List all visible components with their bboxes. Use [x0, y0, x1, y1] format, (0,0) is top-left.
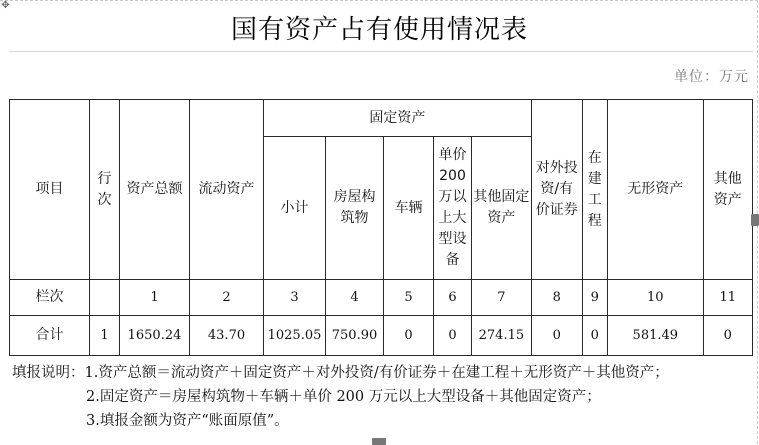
- total-value-cell: 274.15: [472, 316, 532, 356]
- column-number-label: 栏次: [10, 280, 90, 316]
- header-other-assets: 其他资产: [703, 100, 752, 280]
- total-value-cell: 0: [703, 316, 752, 356]
- total-value-cell: 0: [384, 316, 434, 356]
- column-number-cell: 6: [434, 280, 472, 316]
- filling-instructions: [12, 361, 669, 433]
- header-vehicles: 车辆: [384, 137, 434, 280]
- total-value-cell: 0: [434, 316, 472, 356]
- column-number-line-no: [90, 280, 120, 316]
- document-title: 国有资产占有使用情况表: [230, 15, 528, 45]
- column-number-cell: 3: [264, 280, 326, 316]
- header-fixed-assets: 固定资产: [264, 100, 532, 137]
- column-number-cell: 2: [190, 280, 264, 316]
- column-number-row: [10, 280, 753, 316]
- total-value-cell: 0: [531, 316, 582, 356]
- unit-note: 单位：万元: [674, 69, 749, 85]
- header-total-assets: 资产总额: [120, 100, 190, 280]
- header-other-fixed: 其他固定资产: [472, 137, 532, 280]
- column-number-cell: 8: [531, 280, 582, 316]
- asset-table: [9, 99, 753, 356]
- column-number-cell: 1: [120, 280, 190, 316]
- table-move-handle-icon[interactable]: ✥: [1, 0, 10, 11]
- column-number-cell: 10: [607, 280, 703, 316]
- total-value-cell: 750.90: [326, 316, 384, 356]
- instruction-line-1: 填报说明：1.资产总额＝流动资产＋固定资产＋对外投资/有价证券＋在建工程＋无形资产＋其他资产；: [12, 365, 669, 381]
- header-item: 项目: [10, 100, 90, 280]
- column-number-cell: 4: [326, 280, 384, 316]
- column-number-cell: 9: [582, 280, 607, 316]
- total-row: [10, 316, 753, 356]
- table-resize-handle-right[interactable]: [751, 214, 759, 226]
- header-line-no: 行次: [90, 100, 120, 280]
- total-value-cell: 1025.05: [264, 316, 326, 356]
- total-value-cell: 43.70: [190, 316, 264, 356]
- column-number-cell: 11: [703, 280, 752, 316]
- instruction-line-3: 3.填报金额为资产“账面原值”。: [86, 413, 289, 429]
- table-resize-handle-bottom[interactable]: [372, 438, 386, 445]
- header-construction: 在建工程: [582, 100, 607, 280]
- header-large-equipment: 单价200万以上大型设备: [434, 137, 472, 280]
- total-value-cell: 1650.24: [120, 316, 190, 356]
- header-subtotal: 小计: [264, 137, 326, 280]
- header-investments: 对外投资/有价证券: [531, 100, 582, 280]
- header-intangible: 无形资产: [607, 100, 703, 280]
- column-number-cell: 5: [384, 280, 434, 316]
- header-current-assets: 流动资产: [190, 100, 264, 280]
- total-line-no: 1: [90, 316, 120, 356]
- total-value-cell: 581.49: [607, 316, 703, 356]
- instruction-line-2: 2.固定资产＝房屋构筑物＋车辆＋单价 200 万元以上大型设备＋其他固定资产；: [86, 389, 601, 405]
- total-value-cell: 0: [582, 316, 607, 356]
- total-label: 合计: [10, 316, 90, 356]
- column-number-cell: 7: [472, 280, 532, 316]
- header-buildings: 房屋构筑物: [326, 137, 384, 280]
- title-divider: [9, 51, 753, 52]
